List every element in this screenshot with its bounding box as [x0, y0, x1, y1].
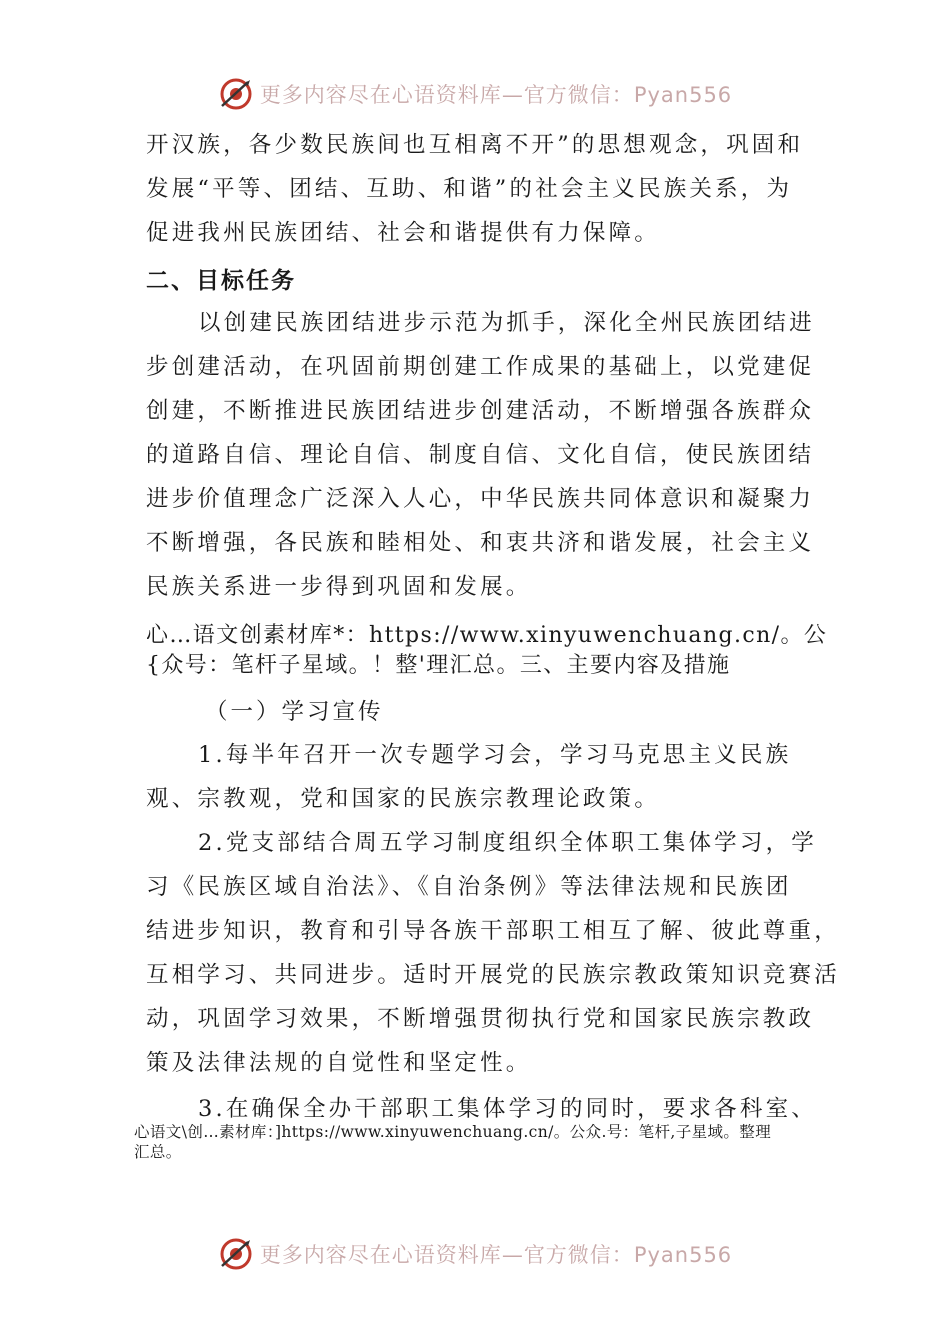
banner-separator: — [501, 83, 524, 107]
list-item-line: 互相学习、共同进步。适时开展党的民族宗教政策知识竞赛活 [146, 962, 840, 988]
list-item-line: 观、宗教观，党和国家的民族宗教理论政策。 [146, 786, 661, 812]
banner-official-label: 官方微信： [523, 83, 634, 107]
paragraph-line: 进步价值理念广泛深入人心，中华民族共同体意识和凝聚力 [146, 486, 815, 512]
sub-heading-study: （一）学习宣传 [205, 699, 384, 725]
list-item-line: 2.党支部结合周五学习制度组织全体职工集体学习，学 [198, 830, 817, 856]
paragraph-line: 不断增强，各民族和睦相处、和衷共济和谐发展，社会主义 [146, 530, 815, 556]
footer-banner [0, 1232, 950, 1276]
paragraph-line: 以创建民族团结进步示范为抓手，深化全州民族团结进 [198, 310, 815, 336]
list-item-line: 动，巩固学习效果，不断增强贯彻执行党和国家民族宗教政 [146, 1006, 815, 1032]
banner-text [260, 1239, 732, 1269]
banner-wechat-id: Pyan556 [633, 1243, 733, 1267]
watermark-line: 心…语文创素材库*：https://www.xinyuwenchuang.cn/。公 [146, 623, 828, 648]
watermark-line: {众号：笔杆子星域。！整'理汇总。三、主要内容及措施 [146, 653, 731, 678]
paragraph-line: 开汉族，各少数民族间也互相离不开”的思想观念，巩固和 [146, 132, 804, 158]
banner-separator: — [501, 1243, 524, 1267]
list-item-line: 策及法律法规的自觉性和坚定性。 [146, 1050, 532, 1076]
list-item-line: 1.每半年召开一次专题学习会，学习马克思主义民族 [198, 742, 792, 768]
banner-text [260, 79, 732, 109]
footnote-line: 心语文\创…素材库：]https://www.xinyuwenchuang.cn/。公众.号：笔杆,子星域。整理 [134, 1123, 772, 1141]
banner-wechat-id: Pyan556 [633, 83, 733, 107]
pen-logo-icon [218, 1236, 254, 1272]
pen-logo-icon [218, 76, 254, 112]
list-item-line: 3.在确保全办干部职工集体学习的同时，要求各科室、 [198, 1096, 817, 1122]
paragraph-line: 民族关系进一步得到巩固和发展。 [146, 574, 532, 600]
header-banner [0, 72, 950, 116]
footnote-line: 汇总。 [134, 1143, 182, 1161]
section-heading-goals: 二、目标任务 [146, 268, 296, 294]
paragraph-line: 的道路自信、理论自信、制度自信、文化自信，使民族团结 [146, 442, 815, 468]
paragraph-line: 促进我州民族团结、社会和谐提供有力保障。 [146, 220, 661, 246]
paragraph-line: 发展“平等、团结、互助、和谐”的社会主义民族关系，为 [146, 176, 793, 202]
banner-main-text: 更多内容尽在心语资料库 [259, 1243, 502, 1267]
paragraph-line: 步创建活动，在巩固前期创建工作成果的基础上，以党建促 [146, 354, 815, 380]
paragraph-line: 创建，不断推进民族团结进步创建活动，不断增强各族群众 [146, 398, 815, 424]
banner-main-text: 更多内容尽在心语资料库 [259, 83, 502, 107]
banner-official-label: 官方微信： [523, 1243, 634, 1267]
list-item-line: 结进步知识，教育和引导各族干部职工相互了解、彼此尊重， [146, 918, 840, 944]
list-item-line: 习《民族区域自治法》、《自治条例》等法律法规和民族团 [146, 874, 792, 900]
